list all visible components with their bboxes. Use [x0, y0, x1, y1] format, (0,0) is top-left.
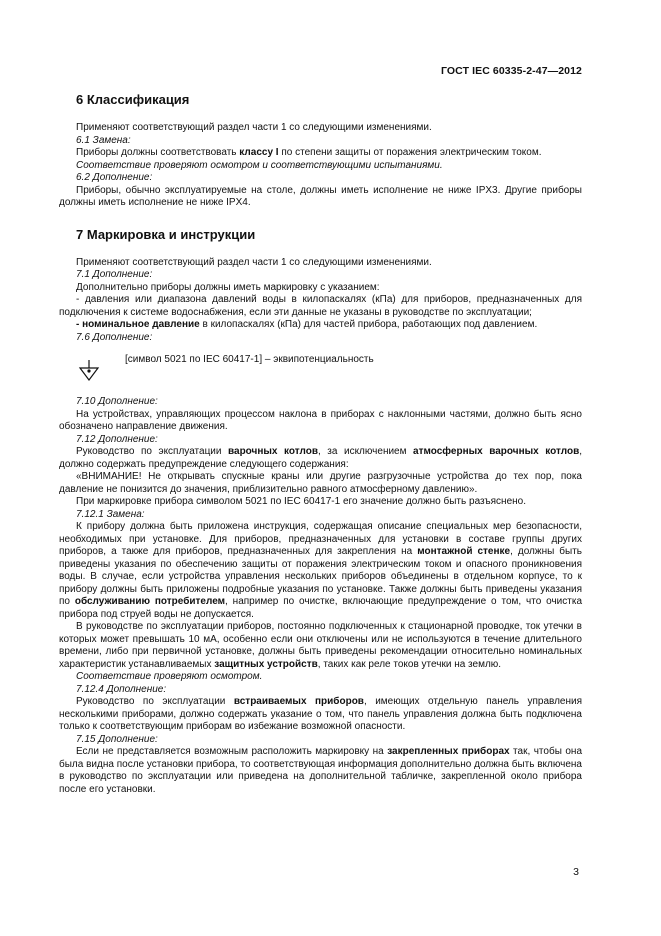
page-number: 3 [573, 866, 579, 878]
paragraph: 7.12 Дополнение: [76, 433, 158, 445]
paragraph: - номинальное давление в килопаскалях (кПа) для частей прибора, работающих под давлением. [76, 319, 538, 330]
paragraph: 7.6 Дополнение: [76, 331, 153, 343]
paragraph: К прибору должна быть приложена инструкция, содержащая описание специальных мер безопасности, необходимых при установке. Для приборов, предназначенных для установки в составе группы других приборов, а также для приборов, предназначенных для закрепления на монтажной стенке, должны быть приведены указания по обеспечению защиты от поражения электрическим током и опасного проникновения воды. В случае, если устройства управления нескольких приборов объединены в отдельном корпусе, то к прибору должны быть приложены подробные указания по установке. Также должны быть приведены указания по обслуживанию потребителем, например по очистке, включающие предупреждение о том, что очистка прибора под струей воды не допускается. [59, 521, 583, 620]
paragraph: Соответствие проверяют осмотром и соответствующими испытаниями. [76, 159, 443, 171]
section-6-title: 6 Классификация [76, 92, 190, 107]
paragraph: Руководство по эксплуатации встраиваемых приборов, имеющих отдельную панель управления несколькими приборами, должно содержать указание о том, что панель управления должна быть подключена только к соответствующим приборам во избежание возможной опасности. [59, 696, 583, 732]
symbol-description: [символ 5021 по IEC 60417-1] – эквипотенциальность [125, 354, 374, 365]
equipotentiality-symbol-icon [78, 360, 100, 388]
paragraph: При маркировке прибора символом 5021 по IEC 60417-1 его значение должно быть разъяснено. [76, 496, 526, 507]
paragraph: 7.12.1 Замена: [76, 508, 145, 520]
paragraph: Приборы, обычно эксплуатируемые на столе, должны иметь исполнение не ниже IPX3. Другие приборы должны иметь исполнение не ниже IPX4. [59, 184, 582, 208]
paragraph: Применяют соответствующий раздел части 1 со следующими изменениями. [76, 122, 432, 133]
paragraph: Соответствие проверяют осмотром. [76, 671, 263, 682]
paragraph: «ВНИМАНИЕ! Не открывать спускные краны или другие разгрузочные устройства до тех пор, пока давление не понизится до значения, приблизительно равного атмосферному давлению». [59, 471, 582, 495]
paragraph: - давления или диапазона давлений воды в килопаскалях (кПа) для приборов, предназначенных для подключения к системе водоснабжения, если эти данные не указаны в руководстве по эксплуатации; [59, 294, 582, 318]
paragraph: Руководство по эксплуатации варочных котлов, за исключением атмосферных варочных котлов, должно содержать предупреждение следующего содержания: [59, 446, 583, 470]
paragraph: В руководстве по эксплуатации приборов, постоянно подключенных к стационарной проводке, ток утечки в которых может превышать 10 мА, особенно если они отключены или не используются в течение длительного времени, либо при первичной установке, должны быть приведены рекомендации относительно номинальных характеристик устанавливаемых защитных устройств, таких как реле токов утечки на землю. [59, 621, 582, 670]
standard-header: ГОСТ IEC 60335-2-47—2012 [440, 65, 582, 77]
section-7-title: 7 Маркировка и инструкции [76, 226, 256, 242]
symbol-row [59, 348, 582, 396]
paragraph: 6.2 Дополнение: [76, 172, 153, 183]
paragraph: 7.1 Дополнение: [76, 269, 153, 280]
paragraph: На устройствах, управляющих процессом наклона в приборах с наклонными частями, должно быть ясно обозначено направление движения. [59, 408, 582, 432]
paragraph: 7.15 Дополнение: [76, 733, 158, 745]
paragraph: Приборы должны соответствовать классу I по степени защиты от поражения электрическим током. [76, 147, 542, 158]
document-content [59, 92, 582, 796]
paragraph: Применяют соответствующий раздел части 1 со следующими изменениями. [76, 256, 432, 268]
paragraph: 6.1 Замена: [76, 134, 131, 146]
paragraph: Дополнительно приборы должны иметь маркировку с указанием: [76, 281, 380, 293]
paragraph: 7.12.4 Дополнение: [76, 683, 167, 695]
paragraph: Если не представляется возможным расположить маркировку на закрепленных приборах так, чтобы она была видна после установки прибора, то соответствующая информация дополнительно должна быть включена в руководство по эксплуатации или приведена на дополнительной табличке, закрепленной около прибора после его установки. [59, 746, 583, 795]
paragraph: 7.10 Дополнение: [76, 396, 158, 407]
